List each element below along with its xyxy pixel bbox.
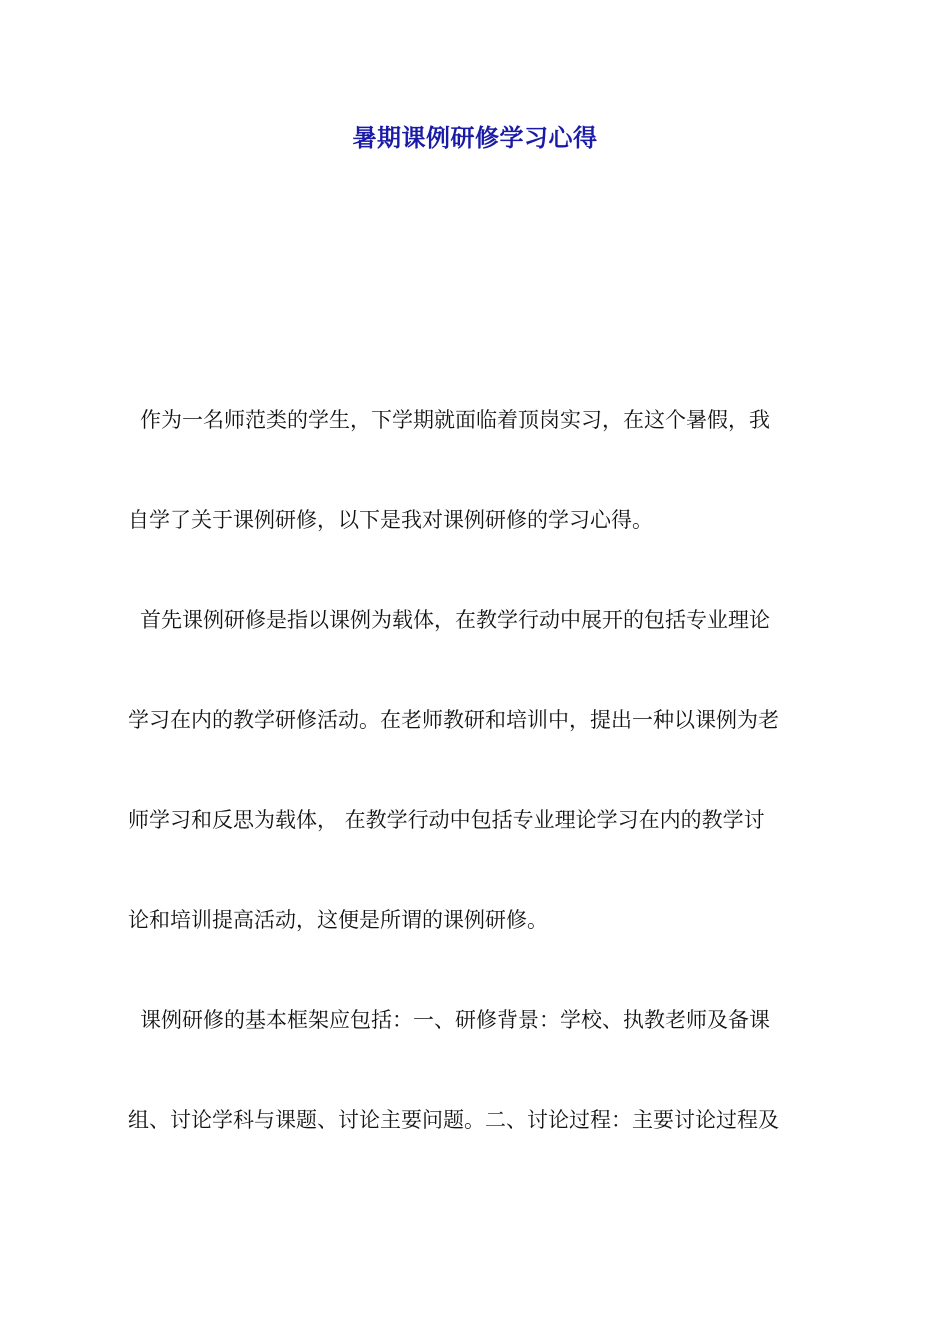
paragraph-2-line-3: 师学习和反思为载体， 在教学行动中包括专业理论学习在内的教学讨: [128, 808, 765, 832]
paragraph-2-line-4: 论和培训提高活动，这便是所谓的课例研修。: [128, 908, 548, 932]
paragraph-3-line-1: 课例研修的基本框架应包括：一、研修背景：学校、执教老师及备课: [140, 1008, 770, 1032]
document-title: 暑期课例研修学习心得: [352, 124, 598, 152]
paragraph-1-line-1: 作为一名师范类的学生，下学期就面临着顶岗实习，在这个暑假，我: [140, 408, 770, 432]
paragraph-2-line-2: 学习在内的教学研修活动。在老师教研和培训中，提出一种以课例为老: [128, 708, 779, 732]
paragraph-1-line-2: 自学了关于课例研修，以下是我对课例研修的学习心得。: [128, 508, 653, 532]
paragraph-2-line-1: 首先课例研修是指以课例为载体，在教学行动中展开的包括专业理论: [140, 608, 770, 632]
paragraph-3-line-2: 组、讨论学科与课题、讨论主要问题。二、讨论过程：主要讨论过程及: [128, 1108, 779, 1132]
